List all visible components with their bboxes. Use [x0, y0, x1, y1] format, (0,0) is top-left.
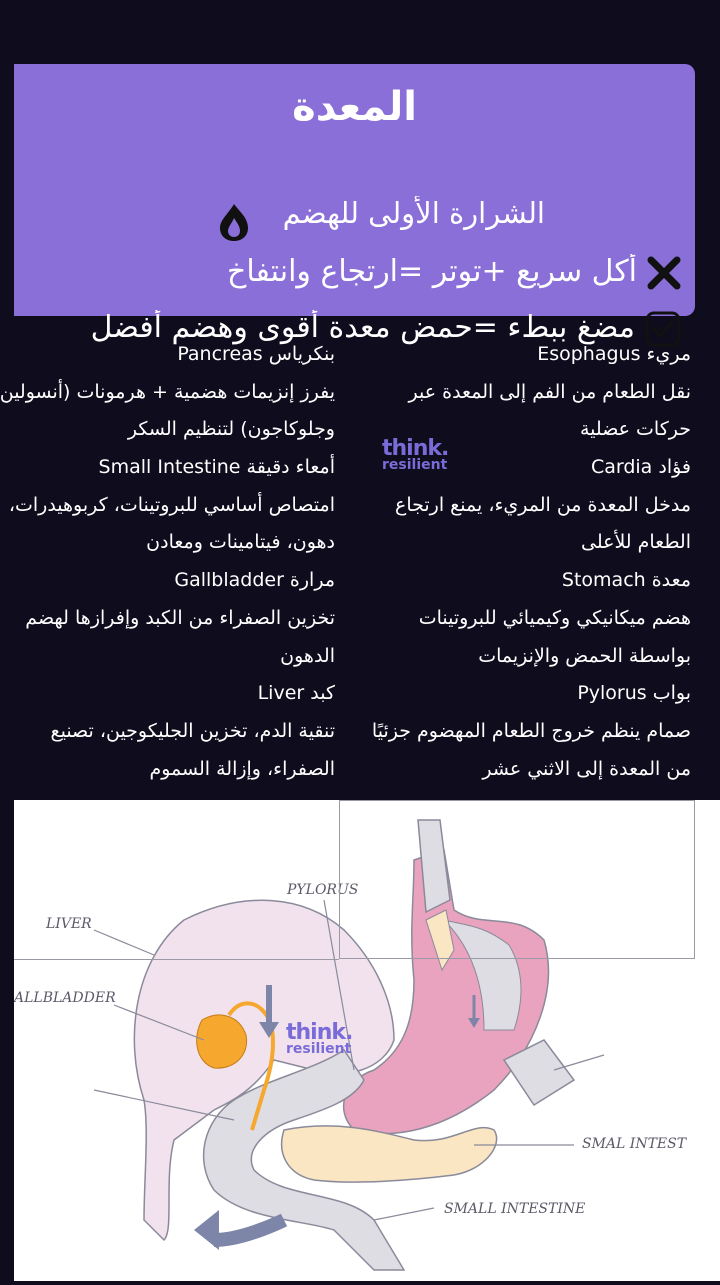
esophagus-stomach-column [361, 336, 691, 788]
logo-text-think: think. [382, 436, 449, 461]
label-smal-intest: SMAL INTEST [582, 1136, 687, 1152]
arrow-icon [194, 1210, 219, 1250]
pancreas-shape [282, 1126, 497, 1182]
x-mark-icon [647, 256, 681, 290]
arrow-icon [214, 1220, 284, 1240]
label-liver: LIVER [46, 916, 92, 932]
overlay-frame [339, 800, 695, 959]
page-title: المعدة [292, 84, 417, 130]
list-item: تنقية الدم، تخزين الجليكوجين، تصنيع [50, 719, 335, 742]
list-item: فؤاد Cardia [590, 456, 691, 479]
list-item: من المعدة إلى الاثني عشر [482, 757, 691, 780]
list-item: أمعاء دقيقة Small Intestine [98, 456, 335, 479]
list-item: مدخل المعدة من المريء، يمنع ارتجاع [395, 493, 691, 516]
list-item: مرارة Gallbladder [174, 569, 335, 592]
list-item: الطعام للأعلى [580, 531, 691, 554]
good-habit-text: مضغ ببطء =حمض معدة أقوى وهضم أفضل [90, 310, 635, 345]
logo-text-think: think. [286, 1020, 353, 1045]
header-card [14, 64, 695, 345]
list-item: معدة Stomach [561, 569, 691, 592]
list-item: بنكرياس Pancreas [177, 343, 335, 365]
list-item: الدهون [280, 644, 335, 667]
fire-icon [212, 202, 256, 242]
list-item: امتصاص أساسي للبروتينات، كربوهيدرات، [8, 493, 335, 516]
list-item: كبد Liver [257, 682, 335, 705]
pancreas-liver-column [0, 336, 335, 788]
logo-text-resilient: resilient [286, 1041, 352, 1057]
brand-logo-diagram [286, 1022, 352, 1056]
brand-logo [382, 438, 448, 472]
gallbladder-shape [197, 1015, 247, 1068]
list-item: تخزين الصفراء من الكبد وإفرازها لهضم [25, 606, 335, 629]
list-item: مريء Esophagus [537, 343, 691, 365]
list-item: وجلوكاجون) لتنظيم السكر [127, 418, 335, 441]
label-pylorus: PYLORUS [287, 882, 359, 898]
list-item: نقل الطعام من الفم إلى المعدة عبر [408, 380, 691, 403]
list-item: الصفراء، وإزالة السموم [149, 757, 335, 780]
logo-text-resilient: resilient [382, 457, 448, 473]
bad-habit-text: أكل سريع +توتر =ارتجاع وانتفاخ [227, 254, 637, 289]
list-item: صمام ينظم خروج الطعام المهضوم جزئيًا [371, 719, 691, 742]
list-item: يفرز إنزيمات هضمية + هرمونات (أنسولين [0, 380, 335, 403]
list-item: هضم ميكانيكي وكيميائي للبروتينات [418, 606, 691, 629]
list-item: بواسطة الحمض والإنزيمات [478, 644, 691, 667]
label-gallbladder: ALLBLADDER [14, 990, 116, 1006]
card-subtitle: الشرارة الأولى للهضم [282, 196, 545, 230]
label-small-intestine: SMALL INTESTINE [444, 1201, 586, 1217]
list-item: بواب Pylorus [577, 682, 691, 705]
list-item: حركات عضلية [579, 418, 691, 441]
divider [14, 959, 339, 960]
bad-habit-line [14, 254, 681, 290]
list-item: دهون، فيتامينات ومعادن [146, 531, 335, 554]
